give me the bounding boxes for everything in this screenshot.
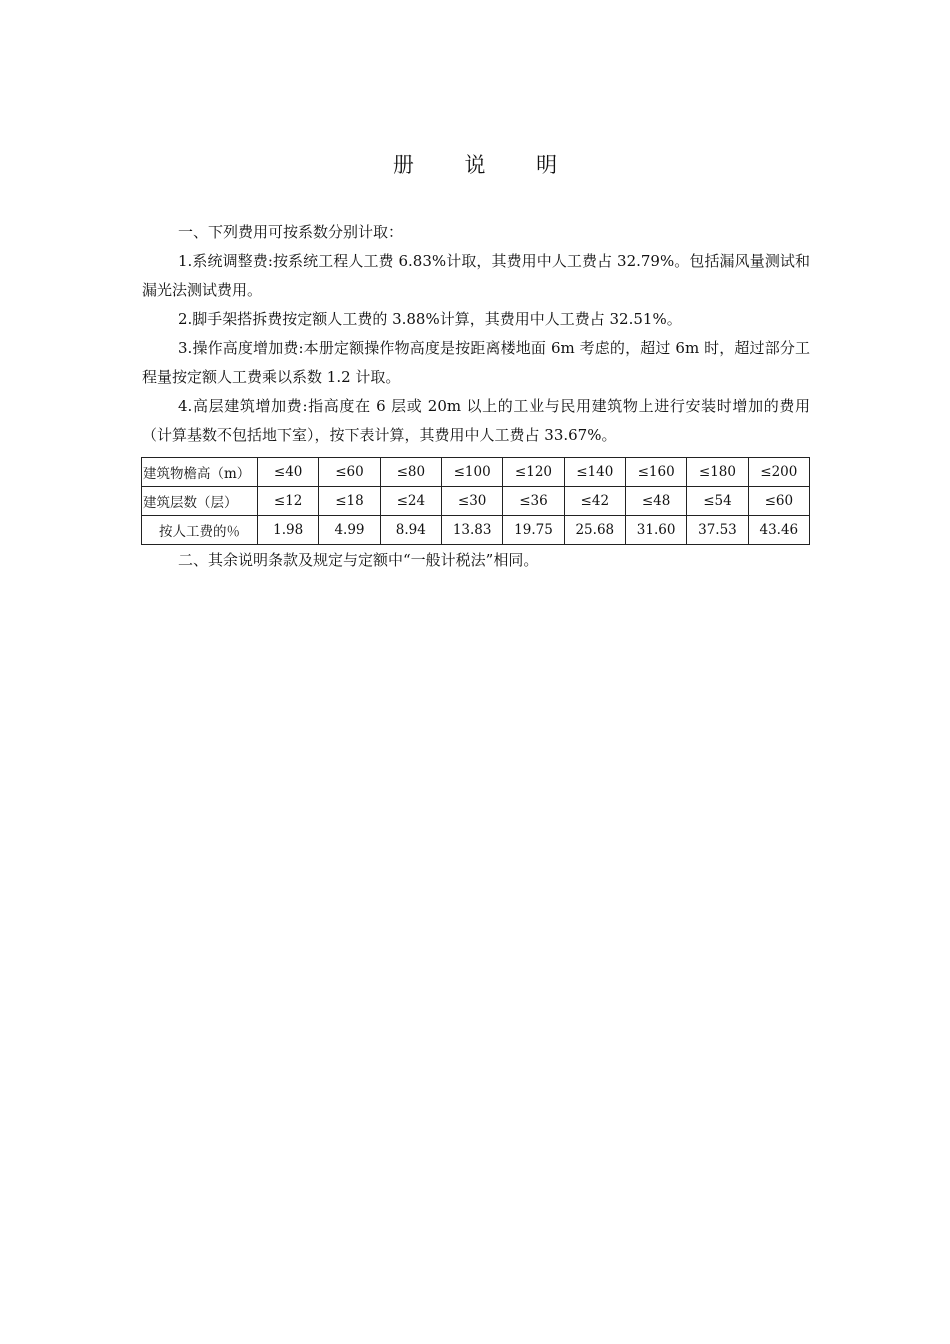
table-cell: ≤12 (258, 487, 319, 516)
table-cell: ≤140 (564, 458, 625, 487)
table-cell: ≤60 (319, 458, 380, 487)
table-cell: ≤80 (380, 458, 441, 487)
table-cell: ≤30 (441, 487, 502, 516)
table-cell: 1.98 (258, 516, 319, 545)
paragraph-item-3: 3.操作高度增加费:本册定额操作物高度是按距离楼地面 6m 考虑的，超过 6m 时，超过部分工程量按定额人工费乘以系数 1.2 计取。 (142, 339, 810, 386)
table-cell: 37.53 (687, 516, 748, 545)
table-cell: ≤18 (319, 487, 380, 516)
table-cell: ≤42 (564, 487, 625, 516)
paragraph-item-4: 4.高层建筑增加费:指高度在 6 层或 20m 以上的工业与民用建筑物上进行安装时增加的费用（计算基数不包括地下室），按下表计算，其费用中人工费占 33.67%。 (142, 397, 810, 444)
table-row (142, 458, 810, 487)
table-cell: ≤120 (503, 458, 564, 487)
row-header-eave-height: 建筑物檐高（m） (142, 458, 258, 487)
body-text (142, 218, 810, 450)
table-cell: ≤180 (687, 458, 748, 487)
table-cell: 25.68 (564, 516, 625, 545)
table-cell: ≤100 (441, 458, 502, 487)
table-row (142, 487, 810, 516)
table-cell: ≤40 (258, 458, 319, 487)
table-cell: ≤160 (625, 458, 686, 487)
paragraph-intro: 一、下列费用可按系数分别计取： (178, 223, 404, 241)
table-cell: ≤60 (748, 487, 809, 516)
table-cell: ≤48 (625, 487, 686, 516)
table-cell: ≤36 (503, 487, 564, 516)
table-cell: ≤54 (687, 487, 748, 516)
paragraph-item-1: 1.系统调整费:按系统工程人工费 6.83%计取，其费用中人工费占 32.79%。包括漏风量测试和漏光法测试费用。 (142, 252, 810, 299)
high-rise-fee-table (141, 457, 810, 545)
table-cell: ≤200 (748, 458, 809, 487)
row-header-floor-count: 建筑层数（层） (142, 487, 258, 516)
table-cell: 31.60 (625, 516, 686, 545)
table-cell: 8.94 (380, 516, 441, 545)
page-title: 册 说 明 (392, 153, 580, 177)
table-cell: 13.83 (441, 516, 502, 545)
row-header-labor-percent: 按人工费的％ (142, 516, 258, 545)
table-cell: 19.75 (503, 516, 564, 545)
paragraph-item-2: 2.脚手架搭拆费按定额人工费的 3.88%计算，其费用中人工费占 32.51%。 (178, 310, 682, 328)
table-cell: 4.99 (319, 516, 380, 545)
table-cell: ≤24 (380, 487, 441, 516)
table-row (142, 516, 810, 545)
table-cell: 43.46 (748, 516, 809, 545)
paragraph-closing: 二、其余说明条款及规定与定额中“一般计税法”相同。 (178, 551, 539, 569)
